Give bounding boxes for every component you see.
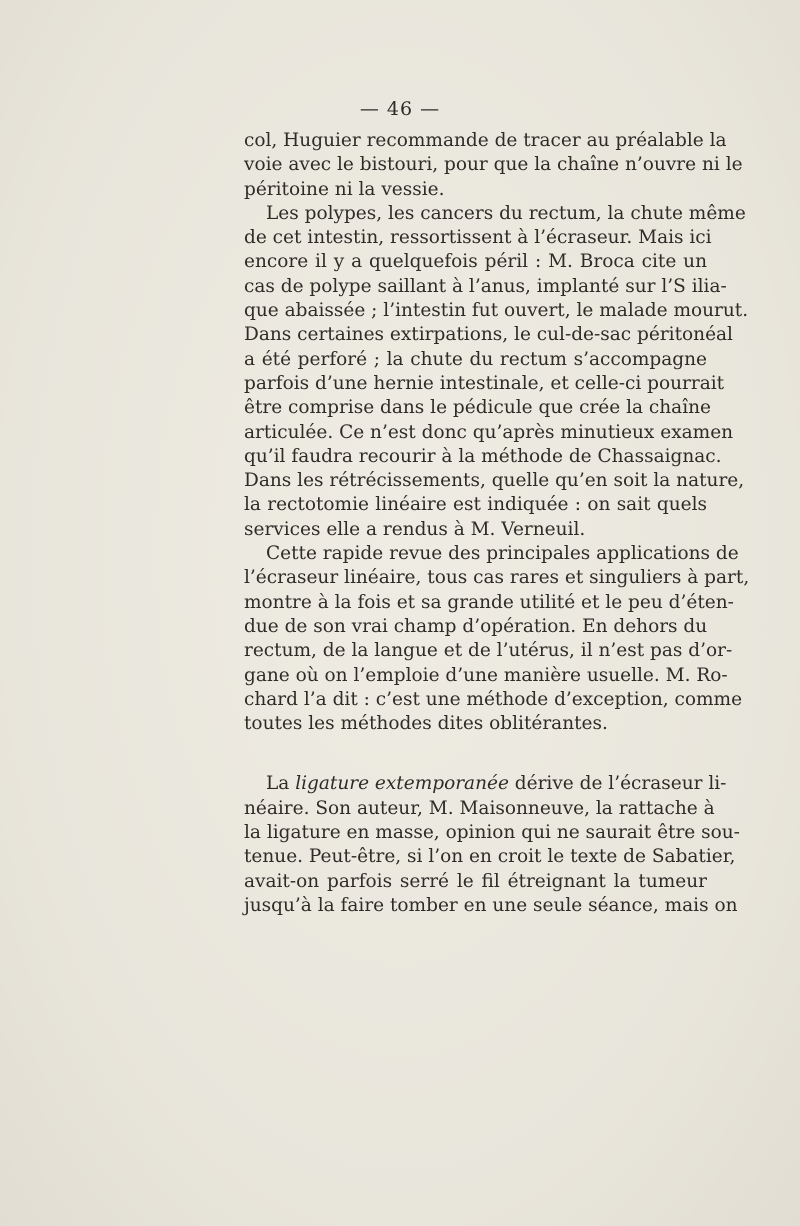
text-line: de cet intestin, ressortissent à l’écraseur. Mais ici (244, 227, 712, 249)
text-line: Les polypes, les cancers du rectum, la chute même (266, 202, 746, 224)
text-line: tenue. Peut-être, si l’on en croit le texte de Sabatier, (244, 846, 736, 868)
text-line: parfois d’une hernie intestinale, et celle-ci pourrait (244, 372, 725, 394)
text-line: l’écraseur linéaire, tous cas rares et singuliers à part, (244, 567, 750, 589)
text-line: articulée. Ce n’est donc qu’après minutieux examen (244, 421, 734, 443)
text-line: rectum, de la langue et de l’utérus, il n’est pas d’or- (244, 640, 733, 662)
text-line: péritoine ni la vessie. (244, 178, 445, 200)
text-line: la rectotomie linéaire est indiquée : on sait quels (244, 494, 707, 516)
text-line: cas de polype saillant à l’anus, implanté sur l’S ilia- (244, 275, 727, 297)
text-line: qu’il faudra recourir à la méthode de Chassaignac. (244, 445, 722, 467)
text-line: toutes les méthodes dites oblitérantes. (244, 713, 608, 735)
text-line: montre à la fois et sa grande utilité et le peu d’éten- (244, 591, 734, 613)
text-line: Dans certaines extirpations, le cul-de-sac péritonéal (244, 324, 733, 346)
text-line: être comprise dans le pédicule que crée la chaîne (244, 397, 711, 419)
text-line: la ligature en masse, opinion qui ne saurait être sou- (244, 822, 740, 844)
text-line: que abaissée ; l’intestin fut ouvert, le malade mourut. (244, 300, 749, 322)
text-run: dérive de l’écraseur li- (508, 773, 727, 795)
text-line (244, 772, 727, 796)
text-line: col, Huguier recommande de tracer au préalable la (244, 130, 727, 151)
paragraph (244, 772, 740, 918)
text-line: avait-on parfois serré le fil étreignant la tumeur (244, 870, 707, 892)
text-line: voie avec le bistouri, pour que la chaîne n’ouvre ni le (244, 154, 743, 176)
paragraph (244, 202, 749, 542)
page-number: — 46 — (359, 98, 441, 120)
italic-term: ligature extemporanée (295, 773, 509, 795)
paragraph (244, 129, 743, 202)
paragraph (244, 542, 750, 736)
text-line: due de son vrai champ d’opération. En dehors du (244, 615, 708, 637)
text-line: encore il y a quelquefois péril : M. Broca cite un (244, 251, 707, 273)
text-line: néaire. Son auteur, M. Maisonneuve, la rattache à (244, 797, 715, 819)
text-run: La (266, 773, 296, 795)
text-line: Cette rapide revue des principales applications de (266, 543, 739, 565)
text-line: chard l’a dit : c’est une méthode d’exception, comme (244, 688, 743, 710)
text-line: services elle a rendus à M. Verneuil. (244, 518, 586, 540)
body-text (244, 129, 750, 918)
section-gap (244, 736, 707, 772)
text-line: jusqu’à la faire tomber en une seule séance, mais on (244, 894, 738, 916)
text-line: gane où on l’emploie d’une manière usuelle. M. Ro- (244, 664, 728, 686)
text-line: a été perforé ; la chute du rectum s’accompagne (244, 348, 707, 370)
text-line: Dans les rétrécissements, quelle qu’en soit la nature, (244, 470, 745, 492)
